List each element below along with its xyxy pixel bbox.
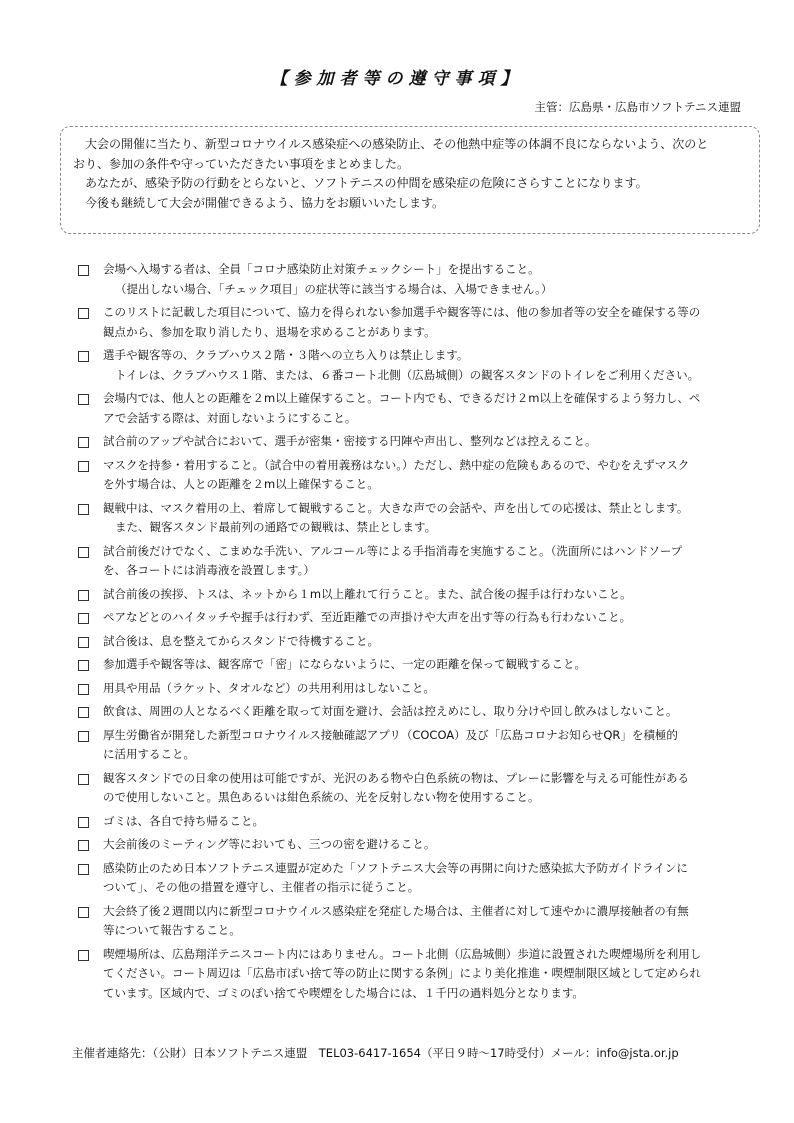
rule-item — [78, 859, 748, 898]
checkbox-icon — [78, 265, 89, 276]
rule-line: ついて」、その他の措置を遵守し、主催者の指示に従うこと。 — [103, 880, 420, 894]
rule-line: ペアなどとのハイタッチや握手は行わず、至近距離での声掛けや大声を出す等の行為も行わないこと。 — [103, 610, 632, 624]
notice-paragraph: 大会の開催に当たり、新型コロナウイルス感染症への感染防止、その他熱中症等の体調不良にならないよう、次のと — [85, 137, 709, 151]
rule-line: 等について報告すること。 — [103, 923, 241, 937]
rule-text — [103, 499, 748, 538]
rule-line: 会場へ入場する者は、全員「コロナ感染防止対策チェックシート」を提出すること。 — [103, 262, 540, 276]
rule-item — [78, 499, 748, 538]
checkbox-icon — [78, 504, 89, 515]
checkbox-icon — [78, 707, 89, 718]
rule-text — [103, 702, 748, 722]
rule-item — [78, 726, 748, 765]
rule-line: 喫煙場所は、広島翔洋テニスコート内にはありません。コート北側（広島城側）歩道に設置された喫煙場所を利用し — [103, 946, 702, 961]
rule-text — [103, 303, 748, 342]
rule-line: 飲食は、周囲の人となるべく距離を取って対面を避け、会話は控えめにし、取り分けや回し飲みはしないこと。 — [103, 704, 678, 718]
rule-text — [103, 456, 748, 495]
checkbox-icon — [78, 840, 89, 851]
checkbox-icon — [78, 637, 89, 648]
rule-item — [78, 303, 748, 342]
checkbox-icon — [78, 907, 89, 918]
rule-text — [103, 655, 748, 675]
rule-line: 参加選手や観客等は、観客席で「密」にならないように、一定の距離を保って観戦すること。 — [103, 657, 586, 671]
rule-line: 用具や用品（ラケット、タオルなど）の共用利用はしないこと。 — [103, 680, 435, 695]
rule-line: 感染防止のため日本ソフトテニス連盟が定めた「ソフトテニス大会等の再開に向けた感染拡大予防ガイドラインに — [103, 860, 688, 875]
checkbox-icon — [78, 394, 89, 405]
rule-item — [78, 542, 748, 581]
rule-line: を外す場合は、人との距離を２m以上確保すること。 — [103, 477, 379, 491]
organizer-line: 主管：広島県・広島市ソフトテニス連盟 — [534, 100, 741, 114]
rule-line: アで会話する際は、対面しないようにすること。 — [103, 410, 357, 425]
rule-line: 大会前後のミーティング等においても、三つの密を避けること。 — [103, 837, 436, 851]
rule-text — [103, 902, 748, 941]
rule-line: 試合前後の挨拶、トスは、ネットから１m以上離れて行うこと。また、試合後の握手は行わないこと。 — [103, 586, 632, 601]
checkbox-icon — [78, 547, 89, 558]
rule-item — [78, 655, 748, 675]
rule-item — [78, 902, 748, 941]
checkbox-icon — [78, 774, 89, 785]
rule-item — [78, 945, 748, 1004]
checkbox-icon — [78, 660, 89, 671]
rule-line: ゴミは、各自で持ち帰ること。 — [103, 813, 264, 828]
rule-text — [103, 389, 748, 428]
rule-item — [78, 632, 748, 652]
rule-text — [103, 632, 748, 652]
rule-line: ので使用しないこと。黒色あるいは紺色系統の、光を反射しない物を使用すること。 — [103, 790, 540, 804]
rule-text — [103, 769, 748, 808]
rule-line: ています。区域内で、ゴミのぽい捨てや喫煙をした場合には、１千円の過料処分となります。 — [103, 985, 584, 1000]
rule-line: 会場内では、他人との距離を２m以上確保すること。コート内でも、できるだけ２m以上を確保するよう努力し、ペ — [103, 391, 701, 405]
rule-text — [103, 432, 748, 452]
rule-line: てください。コート周辺は「広島市ぽい捨て等の防止に関する条例」により美化推進・喫煙制限区域として定められ — [103, 966, 701, 980]
rule-line: このリストに記載した項目について、協力を得られない参加選手や観客等には、他の参加者等の安全を確保する等の — [103, 305, 701, 319]
rule-line: 観点から、参加を取り消したり、退場を求めることがあります。 — [103, 324, 436, 339]
rule-line: トイレは、クラブハウス１階、または、６番コート北側（広島城側）の観客スタンドのトイレをご利用ください。 — [115, 367, 700, 382]
rule-text — [103, 585, 748, 605]
notice-paragraph: おり、参加の条件や守っていただきたい事項をまとめました。 — [73, 156, 410, 171]
rule-text — [103, 608, 748, 628]
rule-line: に活用すること。 — [103, 747, 195, 761]
rule-text — [103, 542, 748, 581]
page-title: 【参加者等の遵守事項】 — [270, 69, 524, 89]
rule-line: 選手や観客等の、クラブハウス２階・３階への立ち入りは禁止します。 — [103, 348, 469, 362]
checkbox-icon — [78, 351, 89, 362]
rule-text — [103, 812, 748, 832]
notice-box — [60, 126, 760, 234]
contact-footer: 主催者連絡先：（公財）日本ソフトテニス連盟 TEL03-6417-1654（平日９時～17時受付）メール：info@jsta.or.jp — [72, 1046, 679, 1060]
notice-paragraph: あなたが、感染予防の行動をとらないと、ソフトテニスの仲間を感染症の危険にさらすことになります。 — [85, 176, 648, 190]
rule-item — [78, 702, 748, 722]
rule-text — [103, 835, 748, 855]
rule-line: 観客スタンドでの日傘の使用は可能ですが、光沢のある物や白色系統の物は、プレーに影響を与える可能性がある — [103, 770, 690, 785]
rule-item — [78, 835, 748, 855]
rule-item — [78, 389, 748, 428]
rule-item — [78, 812, 748, 832]
checkbox-icon — [78, 461, 89, 472]
rule-text — [103, 260, 748, 299]
notice-paragraph: 今後も継続して大会が開催できるよう、協力をお願いいたします。 — [85, 195, 445, 210]
rule-text — [103, 945, 748, 1004]
rule-item — [78, 432, 748, 452]
rule-text — [103, 679, 748, 699]
rule-item — [78, 608, 748, 628]
rule-item — [78, 456, 748, 495]
rule-item — [78, 769, 748, 808]
checkbox-icon — [78, 731, 89, 742]
checkbox-icon — [78, 613, 89, 624]
rule-item — [78, 260, 748, 299]
rule-line: 大会終了後２週間以内に新型コロナウイルス感染症を発症した場合は、主催者に対して速やかに濃厚接触者の有無 — [103, 903, 689, 918]
rule-line: 試合後は、息を整えてからスタンドで待機すること。 — [103, 633, 379, 648]
rule-line: 試合前のアップや試合において、選手が密集・密接する円陣や声出し、整列などは控えること。 — [103, 434, 597, 448]
rule-line: 厚生労働省が開発した新型コロナウイルス接触確認アプリ（COCOA）及び「広島コロナお知らせQR」を積極的 — [103, 727, 678, 742]
rule-item — [78, 346, 748, 385]
rule-line: （提出しない場合、「チェック項目」の症状等に該当する場合は、入場できません。） — [115, 281, 553, 296]
rule-text — [103, 346, 748, 385]
rule-line: 観戦中は、マスク着用の上、着席して観戦すること。大きな声での会話や、声を出しての応援は、禁止とします。 — [103, 500, 689, 515]
rule-item — [78, 679, 748, 699]
checkbox-icon — [78, 684, 89, 695]
rule-line: また、観客スタンド最前列の通路での観戦は、禁止とします。 — [115, 520, 437, 534]
rules-list — [78, 260, 748, 1007]
checkbox-icon — [78, 817, 89, 828]
checkbox-icon — [78, 308, 89, 319]
rule-line: を、各コートには消毒液を設置します。） — [103, 563, 315, 577]
checkbox-icon — [78, 950, 89, 961]
checkbox-icon — [78, 864, 89, 875]
rule-line: 試合前後だけでなく、こまめな手洗い、アルコール等による手指消毒を実施すること。（洗面所にはハンドソープ — [103, 543, 683, 558]
rule-text — [103, 726, 748, 765]
rule-text — [103, 859, 748, 898]
checkbox-icon — [78, 437, 89, 448]
rule-item — [78, 585, 748, 605]
rule-line: マスクを持参・着用すること。（試合中の着用義務はない。）ただし、熱中症の危険もあるので、やむをえずマスク — [103, 457, 690, 472]
checkbox-icon — [78, 590, 89, 601]
